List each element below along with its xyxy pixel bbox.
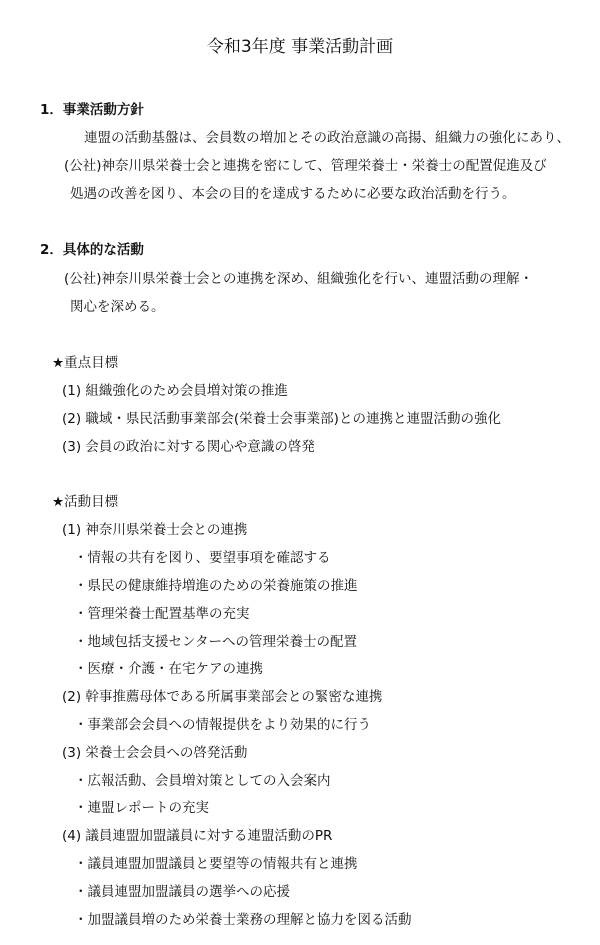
activity-group-label: (4) 議員連盟加盟議員に対する連盟活動のPR	[62, 828, 333, 844]
priority-goal-item: (3) 会員の政治に対する関心や意識の啓発	[62, 439, 315, 455]
priority-goals-heading: ★重点目標	[52, 355, 119, 371]
section2-heading: 2．具体的な活動	[40, 242, 144, 258]
priority-goal-item: (2) 職域・県民活動事業部会(栄養士会事業部)との連携と連盟活動の強化	[62, 411, 501, 427]
section1-line: 処遇の改善を図り、本会の目的を達成するために必要な政治活動を行う。	[70, 186, 516, 202]
activity-item: ・事業部会会員への情報提供をより効果的に行う	[74, 717, 371, 733]
activity-item: ・連盟レポートの充実	[74, 800, 209, 816]
activity-item: ・広報活動、会員増対策としての入会案内	[74, 773, 331, 789]
section2-line: 関心を深める。	[70, 299, 165, 315]
section1-line: (公社)神奈川県栄養士会と連携を密にして、管理栄養士・栄養士の配置促進及び	[64, 158, 547, 174]
activity-goals-heading: ★活動目標	[52, 494, 119, 510]
activity-item: ・加盟議員増のため栄養士業務の理解と協力を図る活動	[74, 912, 412, 928]
section2-line: (公社)神奈川県栄養士会との連携を深め、組織強化を行い、連盟活動の理解・	[64, 271, 533, 287]
activity-item: ・県民の健康維持増進のための栄養施策の推進	[74, 578, 358, 594]
activity-item: ・情報の共有を図り、要望事項を確認する	[74, 550, 331, 566]
activity-item: ・議員連盟加盟議員と要望等の情報共有と連携	[74, 856, 358, 872]
activity-item: ・医療・介護・在宅ケアの連携	[74, 661, 263, 677]
section1-heading: 1．事業活動方針	[40, 102, 144, 118]
activity-item: ・管理栄養士配置基準の充実	[74, 606, 250, 622]
activity-item: ・地域包括支援センターへの管理栄養士の配置	[74, 634, 357, 650]
document-title: 令和3年度 事業活動計画	[206, 37, 394, 57]
activity-item: ・議員連盟加盟議員の選挙への応援	[74, 884, 290, 900]
activity-group-label: (2) 幹事推薦母体である所属事業部会との緊密な連携	[62, 689, 383, 705]
activity-group-label: (3) 栄養士会会員への啓発活動	[62, 745, 248, 761]
section1-line: 連盟の活動基盤は、会員数の増加とその政治意識の高揚、組織力の強化にあり、	[84, 130, 570, 146]
priority-goal-item: (1) 組織強化のため会員増対策の推進	[62, 383, 288, 399]
activity-group-label: (1) 神奈川県栄養士会との連携	[62, 522, 248, 538]
